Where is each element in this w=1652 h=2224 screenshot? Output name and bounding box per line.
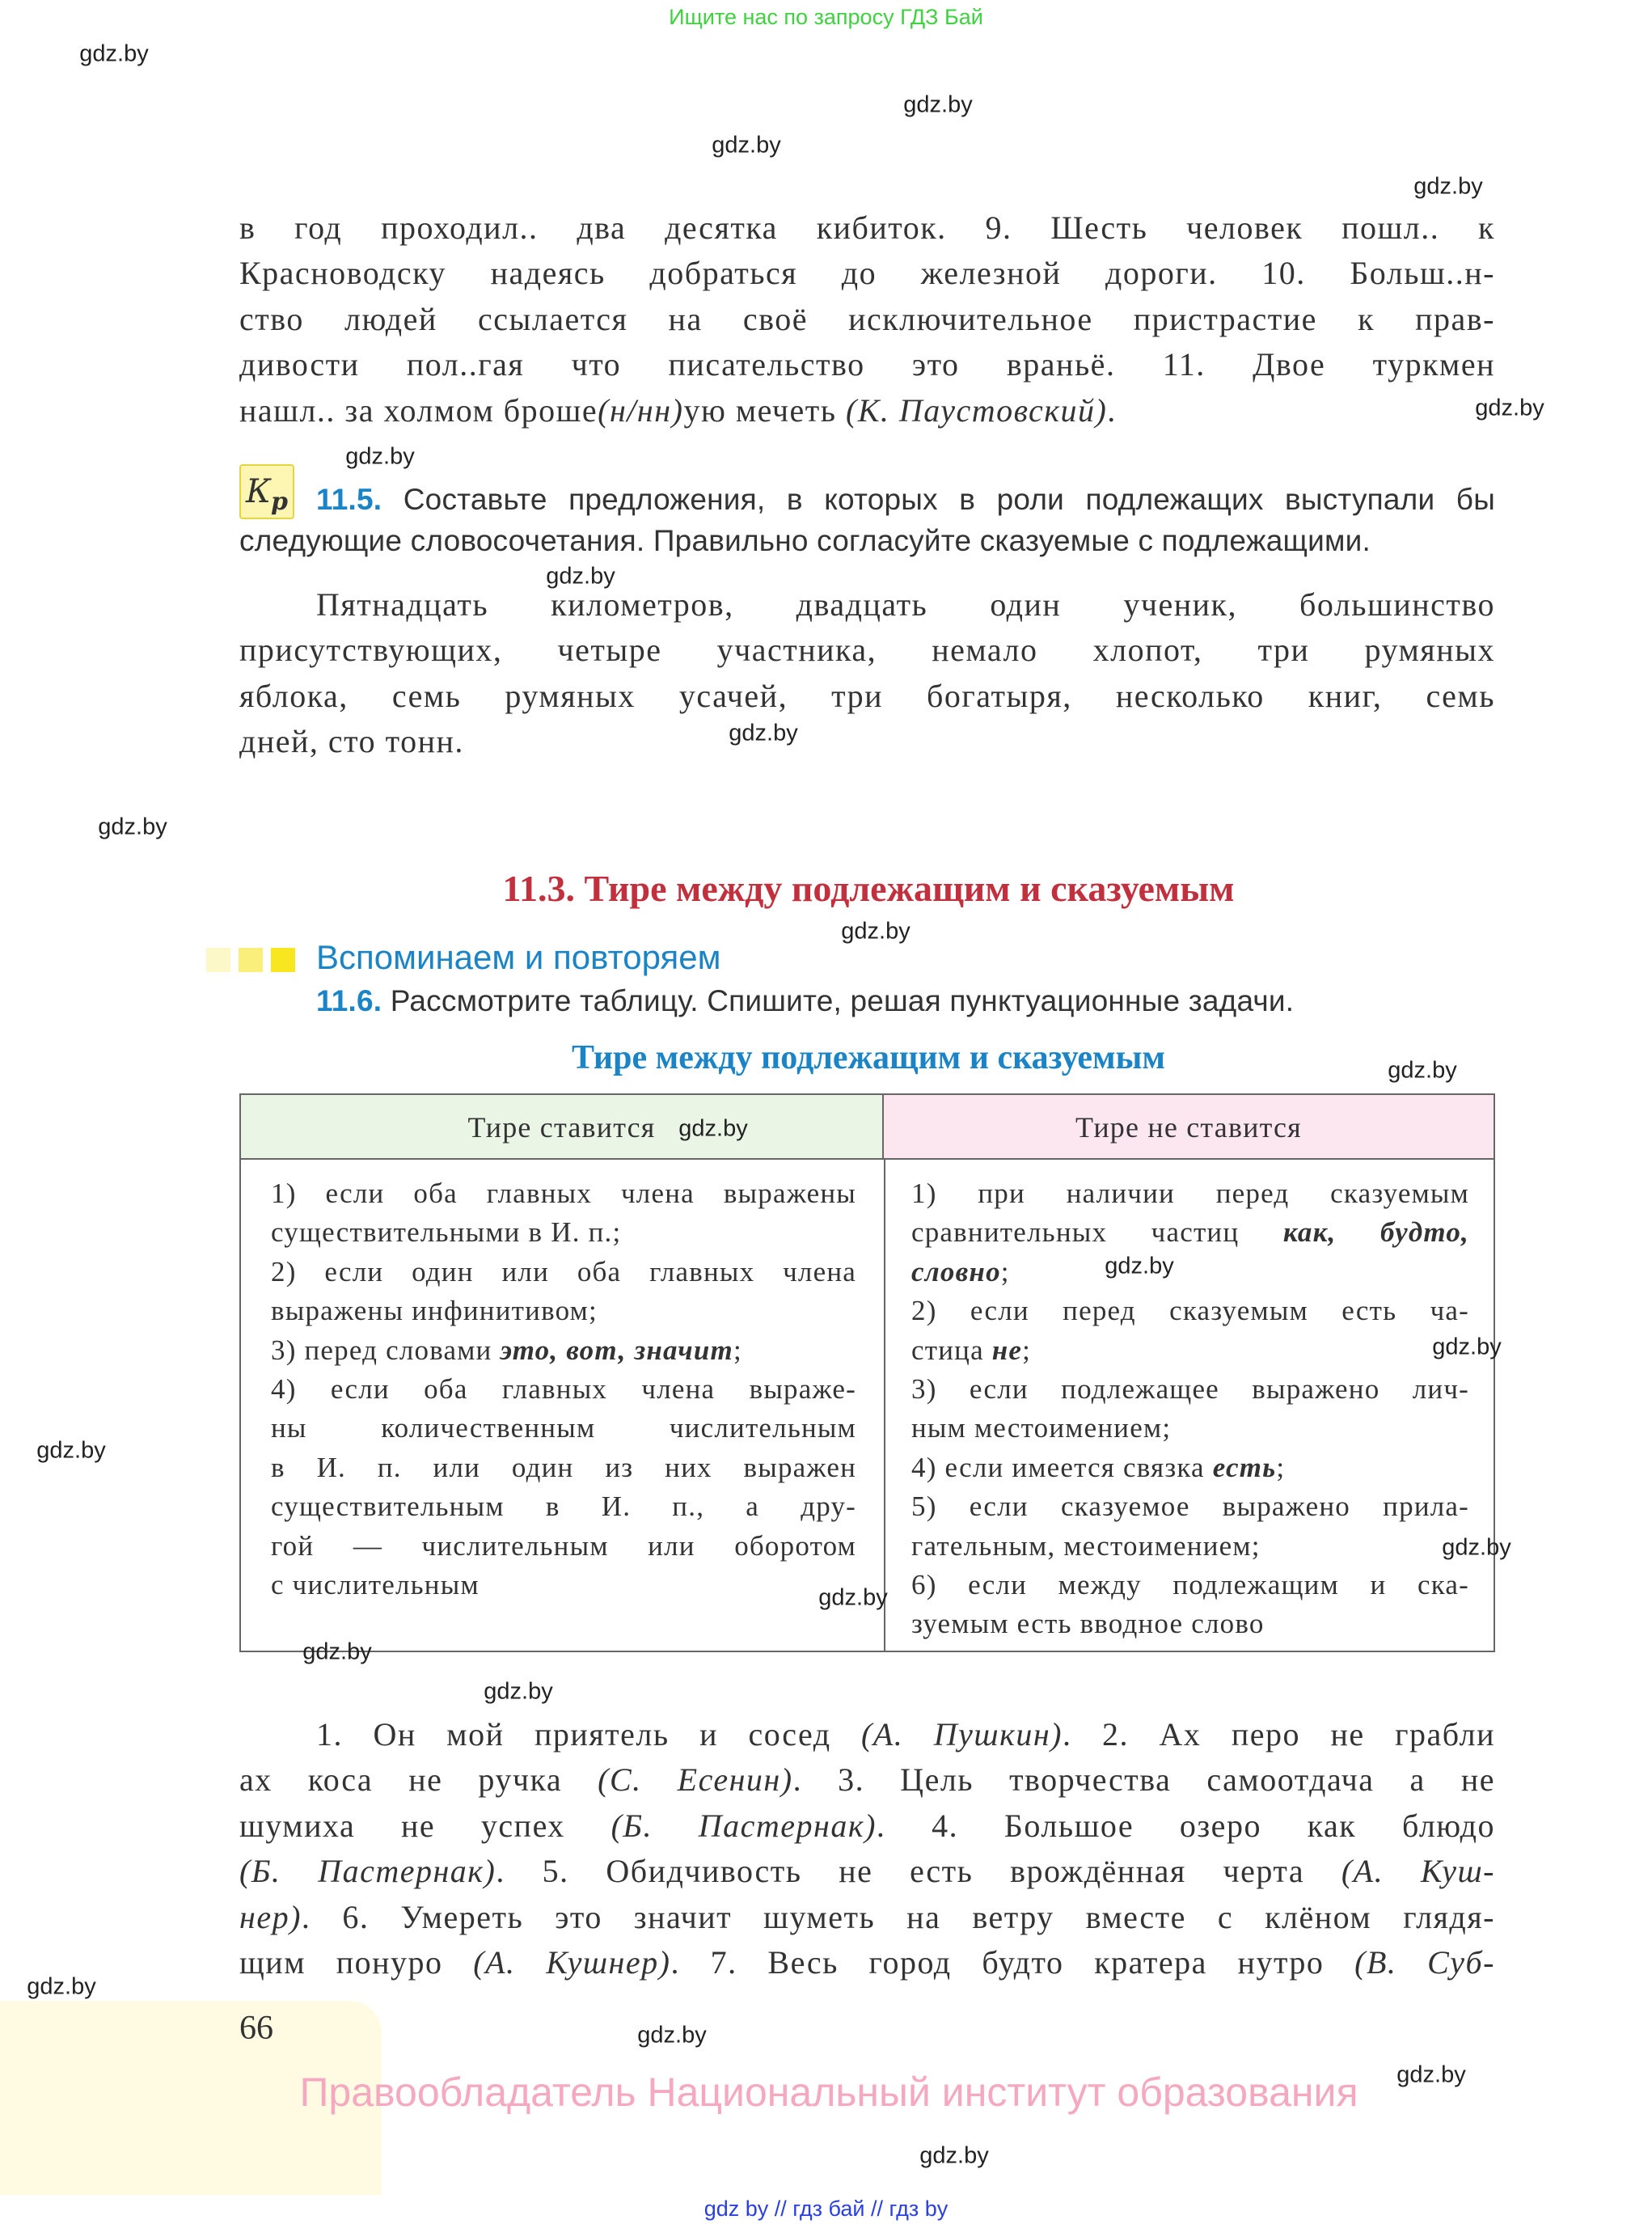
text-line bbox=[911, 1527, 1469, 1566]
text-segment: ах коса не ручка bbox=[239, 1761, 598, 1799]
table-cell-dash-rules bbox=[271, 1174, 856, 1605]
emphasis-text: (А. Пушкин) bbox=[861, 1716, 1063, 1753]
table-title: Тире между подлежащим и сказуемым bbox=[571, 1039, 1166, 1076]
text-line bbox=[271, 1370, 856, 1409]
task-11-6 bbox=[316, 980, 1497, 1021]
text-segment: . 2. Ах перо не грабли bbox=[1063, 1716, 1496, 1753]
text-line bbox=[271, 1331, 856, 1370]
text-line bbox=[911, 1605, 1469, 1643]
text-line bbox=[271, 1566, 856, 1605]
text-line bbox=[271, 1448, 856, 1487]
text-segment: гательным, местоимением; bbox=[911, 1529, 1261, 1562]
text-segment: гой — числительным или оборотом bbox=[271, 1529, 856, 1562]
text-segment: ным местоимением; bbox=[911, 1412, 1172, 1444]
text-segment: . 4. Большое озеро как блюдо bbox=[876, 1807, 1496, 1844]
text-line bbox=[239, 388, 1495, 433]
gdz-watermark: gdz.by bbox=[484, 1678, 553, 1705]
gdz-watermark: gdz.by bbox=[1388, 1057, 1457, 1084]
exercise-sentences bbox=[239, 1712, 1495, 1985]
gdz-watermark: gdz.by bbox=[637, 2022, 707, 2049]
gdz-watermark: gdz.by bbox=[1105, 1253, 1174, 1279]
text-line bbox=[239, 719, 1495, 764]
text-segment: стица bbox=[911, 1334, 992, 1366]
text-segment: Составьте предложения, в которых в роли подлежащих выступали бы bbox=[382, 483, 1495, 516]
bottom-links[interactable]: gdz by // гдз бай // гдз by bbox=[703, 2197, 949, 2221]
emphasis-text: нер) bbox=[239, 1898, 302, 1935]
text-segment: нашл.. за холмом броше bbox=[239, 391, 598, 429]
text-segment: в И. п. или один из них выражен bbox=[271, 1451, 856, 1483]
gdz-watermark: gdz.by bbox=[302, 1638, 372, 1665]
text-segment: 1. Он мой приятель и сосед bbox=[316, 1716, 862, 1753]
text-segment: 5) если сказуемое выражено прила- bbox=[911, 1490, 1469, 1523]
gdz-watermark: gdz.by bbox=[98, 814, 167, 840]
text-line bbox=[911, 1253, 1469, 1292]
task-number: 11.5. bbox=[316, 483, 382, 516]
text-segment: 1) если оба главных члена выражены bbox=[271, 1178, 856, 1209]
text-line bbox=[911, 1213, 1469, 1252]
text-segment: 2) если один или оба главных члена bbox=[271, 1255, 856, 1287]
text-line bbox=[239, 674, 1495, 719]
text-line bbox=[911, 1370, 1469, 1409]
text-line bbox=[911, 1174, 1469, 1213]
text-line bbox=[271, 1487, 856, 1526]
table-cell-no-dash-rules bbox=[911, 1174, 1469, 1644]
text-line bbox=[239, 479, 1495, 520]
emphasis-text: (К. Паустовский) bbox=[846, 391, 1108, 429]
text-segment: с числительным bbox=[271, 1569, 480, 1601]
gdz-watermark: gdz.by bbox=[546, 563, 615, 590]
text-segment: сравнительных частиц bbox=[911, 1216, 1283, 1249]
text-line bbox=[239, 628, 1495, 673]
task-11-5 bbox=[239, 479, 1495, 561]
gdz-watermark: gdz.by bbox=[36, 1437, 106, 1464]
text-segment: 3) если подлежащее выражено лич- bbox=[911, 1373, 1469, 1406]
gdz-watermark: gdz.by bbox=[818, 1584, 888, 1611]
gdz-watermark: gdz.by bbox=[1475, 395, 1544, 421]
table-header-no-dash: Тире не ставится bbox=[884, 1095, 1494, 1160]
previous-exercise-text bbox=[239, 205, 1495, 433]
emphasis-text: (Б. Пастернак) bbox=[239, 1853, 496, 1890]
text-segment: дивости пол..гая что писательство это враньё. 11. Двое туркмен bbox=[239, 346, 1495, 383]
gdz-watermark: gdz.by bbox=[1413, 173, 1483, 200]
gdz-watermark: gdz.by bbox=[79, 40, 149, 67]
emphasis-text: (С. Есенин) bbox=[598, 1761, 793, 1799]
gdz-watermark: gdz.by bbox=[1432, 1334, 1502, 1360]
text-line bbox=[271, 1174, 856, 1213]
task-number: 11.6. bbox=[316, 984, 382, 1017]
text-segment: присутствующих, четыре участника, немало хлопот, три румяных bbox=[239, 632, 1495, 669]
text-segment: дней, сто тонн. bbox=[239, 723, 464, 760]
text-segment: 6) если между подлежащим и ска- bbox=[911, 1569, 1469, 1601]
text-segment: ство людей ссылается на своё исключительное пристрастие к прав- bbox=[239, 300, 1495, 337]
text-line bbox=[911, 1566, 1469, 1605]
text-segment: щим понуро bbox=[239, 1944, 474, 1981]
text-line bbox=[271, 1292, 856, 1330]
square-marker-icon bbox=[206, 948, 230, 972]
table-header-dash: Тире ставится bbox=[241, 1095, 884, 1160]
text-line bbox=[911, 1448, 1469, 1487]
page-number: 66 bbox=[239, 2010, 273, 2047]
emphasis-text: (Б. Пастернак) bbox=[611, 1807, 877, 1844]
text-segment: ны количественным числительным bbox=[271, 1412, 856, 1444]
text-line bbox=[271, 1527, 856, 1566]
emphasis-text: это, вот, значит bbox=[500, 1334, 733, 1366]
text-segment: 2) если перед сказуемым есть ча- bbox=[911, 1295, 1469, 1327]
text-segment: ; bbox=[1276, 1451, 1286, 1483]
gdz-watermark: gdz.by bbox=[841, 918, 911, 945]
emphasis-text: не bbox=[991, 1334, 1023, 1366]
text-line bbox=[239, 1712, 1495, 1757]
table-divider bbox=[884, 1160, 885, 1651]
text-segment: 3) перед словами bbox=[271, 1334, 501, 1366]
emphasis-text: как, будто, bbox=[1282, 1216, 1469, 1249]
text-line bbox=[239, 582, 1495, 628]
text-segment: ую мечеть bbox=[683, 391, 846, 429]
rules-table bbox=[239, 1093, 1495, 1652]
text-line bbox=[239, 1757, 1495, 1803]
text-line bbox=[911, 1331, 1469, 1370]
text-line bbox=[271, 1213, 856, 1252]
gdz-watermark: gdz.by bbox=[712, 132, 781, 159]
text-line bbox=[239, 297, 1495, 342]
text-line bbox=[316, 980, 1497, 1021]
text-segment: ; bbox=[733, 1334, 742, 1366]
emphasis-text: словно bbox=[911, 1255, 1001, 1287]
text-segment: существительным в И. п., а дру- bbox=[271, 1490, 856, 1523]
text-line bbox=[271, 1409, 856, 1448]
kr-icon: $К_р$ bbox=[239, 464, 294, 519]
text-segment: . 7. Весь город будто кратера нутро bbox=[670, 1944, 1355, 1981]
text-line bbox=[239, 205, 1495, 251]
search-hint: Ищите нас по запросу ГДЗ Бай bbox=[669, 5, 983, 29]
gdz-watermark: gdz.by bbox=[1442, 1534, 1511, 1561]
text-segment: ; bbox=[1022, 1334, 1032, 1366]
gdz-watermark: gdz.by bbox=[919, 2142, 989, 2169]
rights-holder-watermark: Правообладатель Национальный институт образования bbox=[299, 2070, 1358, 2115]
text-segment: следующие словосочетания. Правильно согласуйте сказуемые с подлежащими. bbox=[239, 524, 1371, 557]
text-segment: существительными в И. п.; bbox=[271, 1216, 622, 1249]
text-segment: зуемым есть вводное слово bbox=[911, 1608, 1265, 1640]
text-line bbox=[271, 1253, 856, 1292]
square-marker-icon bbox=[271, 948, 295, 972]
text-segment: ; bbox=[1000, 1255, 1010, 1287]
gdz-watermark: gdz.by bbox=[729, 720, 798, 746]
square-marker-icon bbox=[239, 948, 263, 972]
text-segment: выражены инфинитивом; bbox=[271, 1295, 598, 1327]
gdz-watermark: gdz.by bbox=[27, 1973, 96, 2000]
emphasis-text: (н/нн) bbox=[598, 391, 684, 429]
text-line bbox=[239, 342, 1495, 387]
text-segment: . 5. Обидчивость не есть врождённая черта bbox=[496, 1853, 1341, 1890]
text-line bbox=[239, 1849, 1495, 1894]
text-line bbox=[911, 1487, 1469, 1526]
gdz-watermark: gdz.by bbox=[903, 91, 973, 118]
phrases-text bbox=[239, 582, 1495, 765]
section-title: 11.3. Тире между подлежащим и сказуемым bbox=[502, 868, 1235, 909]
text-segment: . bbox=[1107, 391, 1117, 429]
emphasis-text: есть bbox=[1212, 1451, 1277, 1483]
text-segment: 4) если имеется связка bbox=[911, 1451, 1213, 1483]
emphasis-text: (В. Суб- bbox=[1354, 1944, 1495, 1981]
text-line bbox=[239, 1940, 1495, 1985]
gdz-watermark: gdz.by bbox=[678, 1115, 748, 1142]
text-segment: 1) при наличии перед сказуемым bbox=[911, 1178, 1469, 1209]
text-segment: шумиха не успех bbox=[239, 1807, 611, 1844]
emphasis-text: (А. Кушнер) bbox=[473, 1944, 671, 1981]
gdz-watermark: gdz.by bbox=[345, 443, 415, 470]
text-line bbox=[239, 251, 1495, 296]
text-segment: 4) если оба главных члена выраже- bbox=[271, 1373, 856, 1406]
text-line bbox=[911, 1292, 1469, 1330]
text-segment: Рассмотрите таблицу. Спишите, решая пунктуационные задачи. bbox=[382, 984, 1295, 1017]
text-segment: . 6. Умереть это значит шуметь на ветру вместе с клёном глядя- bbox=[301, 1898, 1495, 1935]
gdz-watermark: gdz.by bbox=[1396, 2061, 1466, 2088]
text-line bbox=[239, 1803, 1495, 1849]
text-line bbox=[239, 520, 1495, 561]
text-segment: яблока, семь румяных усачей, три богатыря, несколько книг, семь bbox=[239, 677, 1495, 714]
text-line bbox=[239, 1895, 1495, 1940]
recall-heading: Вспоминаем и повторяем bbox=[316, 938, 721, 976]
text-segment: . 3. Цель творчества самоотдача а не bbox=[792, 1761, 1496, 1799]
text-segment: Красноводску надеясь добраться до железной дороги. 10. Больш..н- bbox=[239, 255, 1495, 292]
text-segment: Пятнадцать километров, двадцать один ученик, большинство bbox=[316, 586, 1495, 623]
text-line bbox=[911, 1409, 1469, 1448]
emphasis-text: (А. Куш- bbox=[1341, 1853, 1495, 1890]
text-segment: в год проходил.. два десятка кибиток. 9. Шесть человек пошл.. к bbox=[239, 209, 1495, 246]
